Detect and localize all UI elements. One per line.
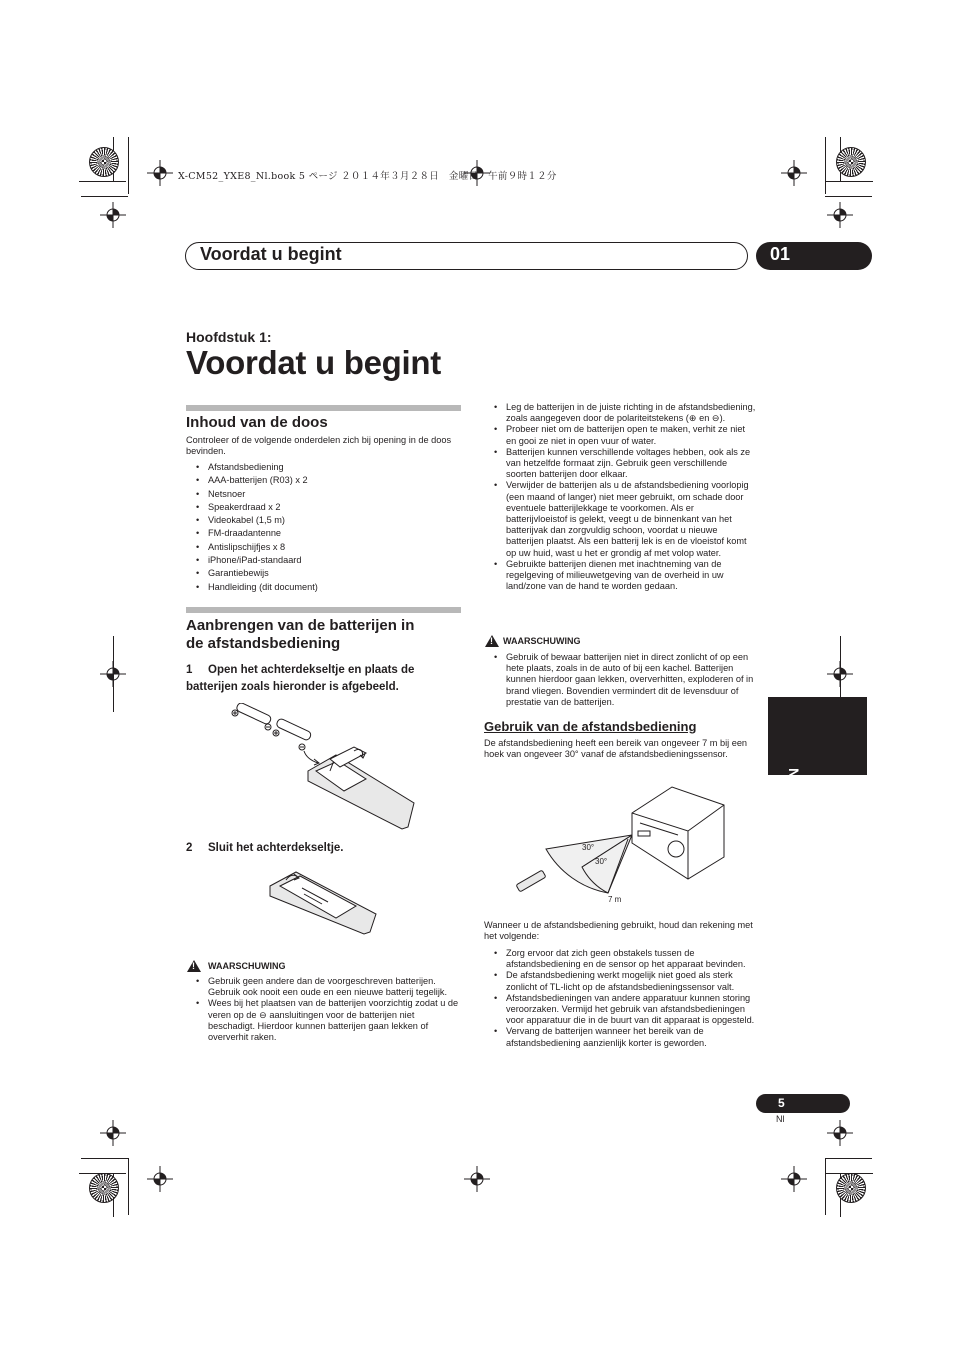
registration-rosette-bottom-left (89, 1173, 119, 1203)
step-number: 2 (186, 842, 193, 854)
battery-insertion-illustration (226, 703, 421, 833)
registration-rosette-bottom-right (836, 1173, 866, 1203)
registration-rosette-top-left (89, 147, 119, 177)
registration-target-icon (827, 1120, 853, 1146)
section-title-batteries (186, 617, 414, 653)
file-info: X-CM52_YXE8_Nl.book 5 ページ ２０１４年３月２８日 金曜日 午前９時１２分 (178, 171, 557, 182)
sunlight-warning-list (484, 652, 757, 708)
section-title-line: de afstandsbediening (186, 635, 341, 652)
list-item: • Vervang de batterijen wanneer het bereik van de afstandsbediening aanzienlijk korter is geworden. (484, 1026, 760, 1048)
warning-heading (485, 635, 581, 647)
contents-intro: Controleer of de volgende onderdelen zich bij opening in de doos bevinden. (186, 435, 452, 457)
list-item: • Zorg ervoor dat zich geen obstakels tussen de afstandsbediening en de sensor op het apparaat bevinden. (484, 948, 760, 970)
registration-target-icon (827, 661, 853, 687)
registration-target-icon (781, 160, 807, 186)
page-language-code: Nl (776, 1114, 785, 1124)
warning-list (186, 976, 461, 1043)
list-item: • Afstandsbedieningen van andere apparatuur kunnen storing veroorzaken. Vermijd het gebruik van afstandsbedieningen voor apparatuur die in de buurt van dit apparaat is opgesteld. (484, 993, 760, 1027)
list-item: • Speakerdraad x 2 (186, 501, 461, 514)
list-item: • Netsnoer (186, 488, 461, 501)
list-item: • iPhone/iPad-standaard (186, 554, 461, 567)
registration-target-icon (781, 1166, 807, 1192)
chapter-title: Voordat u begint (186, 344, 441, 381)
step-1 (186, 662, 466, 696)
step-2 (186, 840, 344, 857)
list-item: • Gebruikte batterijen dienen met inachtneming van de regelgeving of milieuwetgeving van de overheid in uw land/zone van de hand te worden gedaan. (484, 559, 757, 593)
usage-intro: De afstandsbediening heeft een bereik van ongeveer 7 m bij een hoek van ongeveer 30° vanaf de afstandsbedieningssensor. (484, 738, 748, 760)
registration-rosette-top-right (836, 147, 866, 177)
registration-target-icon (147, 1166, 173, 1192)
step-text: batterijen zoals hieronder is afgebeeld. (186, 681, 399, 693)
registration-target-icon (827, 202, 853, 228)
list-item: • Leg de batterijen in de juiste richting in de afstandsbediening, zoals aangegeven door de polariteitstekens (⊕ en ⊖). (484, 402, 757, 424)
list-item: • Gebruik of bewaar batterijen niet in direct zonlicht of op een hete plaats, zoals in de auto of bij een kachel. Batterijen kunnen hierdoor gaan lekken, oververhitten, exploderen of in brand vliegen. Bovendien vermindert dit de levensduur of prestatie van de batterijen. (484, 652, 757, 708)
header-title: Voordat u begint (200, 244, 342, 264)
list-item: • FM-draadantenne (186, 527, 461, 540)
language-tab-label: Nederlands (786, 768, 802, 845)
distance-label: 7 m (608, 895, 622, 904)
contents-list (186, 461, 461, 594)
list-item: • Antislipschijfjes x 8 (186, 541, 461, 554)
step-text: Sluit het achterdekseltje. (208, 842, 344, 854)
chapter-label: Hoofdstuk 1: (186, 329, 272, 345)
list-item: • Afstandsbediening (186, 461, 461, 474)
list-item: • Gebruik geen andere dan de voorgeschreven batterijen. Gebruik ook nooit een oude en een nieuwe batterij tegelijk. (186, 976, 461, 998)
warning-icon: ! (485, 635, 499, 647)
angle-label: 30° (595, 857, 608, 866)
section-divider (186, 405, 461, 411)
usage-followup: Wanneer u de afstandsbediening gebruikt, houd dan rekening met het volgende: (484, 920, 753, 942)
list-item: • Videokabel (1,5 m) (186, 514, 461, 527)
warning-heading (187, 960, 286, 972)
section-title-line: Aanbrengen van de batterijen in (186, 617, 415, 634)
list-item: • AAA-batterijen (R03) x 2 (186, 474, 461, 487)
warning-icon: ! (187, 960, 201, 972)
registration-target-icon (147, 160, 173, 186)
language-tab (768, 697, 867, 845)
list-item: • De afstandsbediening werkt mogelijk niet goed als sterk zonlicht of TL-licht op de afstandsbedieningssensor valt. (484, 970, 760, 992)
warning-label: WAARSCHUWING (208, 961, 286, 971)
battery-tips-list (484, 402, 757, 592)
angle-label: 30° (582, 843, 595, 852)
registration-target-icon (100, 202, 126, 228)
list-item: • Handleiding (dit document) (186, 581, 461, 594)
remote-range-diagram (512, 783, 730, 908)
step-number: 1 (186, 664, 193, 676)
list-item: • Probeer niet om de batterijen open te maken, verhit ze niet en gooi ze niet in open vuur of water. (484, 424, 757, 446)
list-item: • Batterijen kunnen verschillende voltages hebben, ook als ze van hetzelfde formaat zijn. Gebruik geen verschillende soorten batterijen door elkaar. (484, 447, 757, 481)
step-text: Open het achterdekseltje en plaats de (208, 664, 415, 676)
registration-target-icon (464, 1166, 490, 1192)
section-title-contents: Inhoud van de doos (186, 414, 328, 431)
warning-label: WAARSCHUWING (503, 636, 581, 646)
section-divider (186, 607, 461, 613)
registration-target-icon (100, 661, 126, 687)
usage-tips-list (484, 948, 760, 1049)
list-item: • Garantiebewijs (186, 567, 461, 580)
registration-target-icon (100, 1120, 126, 1146)
list-item: • Wees bij het plaatsen van de batterijen voorzichtig zodat u de veren op de ⊖ aansluitingen voor de batterijen niet beschadigt. Hierdoor kunnen batterijen gaan lekken of oververhit raken. (186, 998, 461, 1043)
list-item: • Verwijder de batterijen als u de afstandsbediening voorlopig (een maand of langer) niet meer gebruikt, om schade door eventuele batterijlekkage te voorkomen. Als er batterijvloeistof is gelekt, veegt u de binnenkant van het batterijvak dan zorgvuldig schoon, voordat u nieuwe batterijen plaatst. Als een batterij lek is en de vloeistof komt op uw huid, wast u het er grondig af met volop water. (484, 480, 757, 558)
close-cover-illustration (266, 866, 381, 938)
page-number: 5 (756, 1094, 850, 1113)
chapter-number-badge: 01 (756, 242, 872, 270)
section-title-usage: Gebruik van de afstandsbediening (484, 719, 697, 734)
